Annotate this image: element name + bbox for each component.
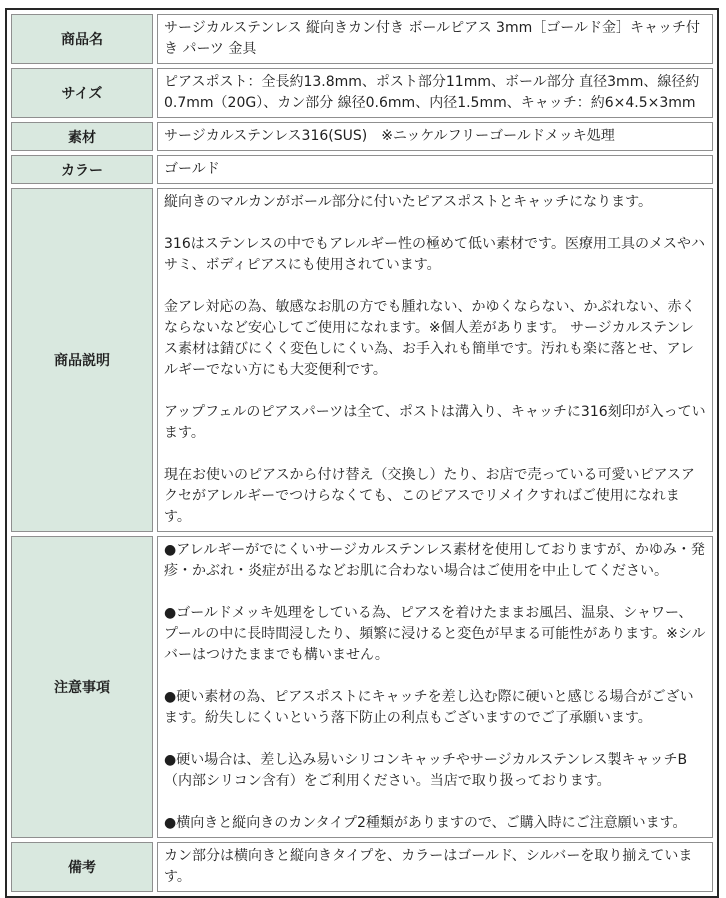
row-paragraph: ●硬い場合は、差し込み易いシリコンキャッチやサージカルステンレス製キャッチB（内部シリコン含有）をご利用ください。当店で取り扱っております。 (164, 752, 688, 789)
row-paragraph: ●横向きと縦向きのカンタイプ2種類がありますので、ご購入時にご注意願います。 (164, 815, 687, 831)
row-value (157, 842, 713, 892)
table-row (11, 122, 713, 151)
row-label: 素材 (11, 122, 153, 151)
row-label: 備考 (11, 842, 153, 892)
row-label: 注意事項 (11, 536, 153, 838)
table-row (11, 842, 713, 892)
row-paragraph: アップフェルのピアスパーツは全て、ポストは溝入り、キャッチに316刻印が入っています。 (164, 404, 706, 441)
row-value (157, 155, 713, 184)
row-paragraph: サージカルステンレス 縦向きカン付き ボールピアス 3mm［ゴールド金］キャッチ付き パーツ 金具 (164, 20, 700, 57)
row-paragraph: 金アレ対応の為、敏感なお肌の方でも腫れない、かゆくならない、かぶれない、赤くならないなど安心してご使用になれます。※個人差があります。 サージカルステンレス素材は錆びにくく変色しにくい為、お手入れも簡単です。汚れも楽に落とせ、アレルギーでない方にも大変便利です。 (164, 299, 696, 378)
row-paragraph: サージカルステンレス316(SUS) ※ニッケルフリーゴールドメッキ処理 (164, 128, 615, 144)
row-paragraph: ピアスポスト：全長約13.8mm、ポスト部分11mm、ボール部分 直径3mm、線径約0.7mm（20G）、カン部分 線径0.6mm、内径1.5mm、キャッチ：約6×4.5×3mm (164, 74, 700, 111)
row-label: 商品名 (11, 14, 153, 64)
row-value (157, 68, 713, 118)
product-spec-table (5, 8, 719, 898)
row-value (157, 188, 713, 532)
table-row (11, 14, 713, 64)
table-row (11, 536, 713, 838)
page (0, 8, 726, 885)
row-label: 商品説明 (11, 188, 153, 532)
row-paragraph: ●アレルギーがでにくいサージカルステンレス素材を使用しておりますが、かゆみ・発疹・かぶれ・炎症が出るなどお肌に合わない場合はご使用を中止してください。 (164, 542, 705, 579)
row-value (157, 122, 713, 151)
row-paragraph: ●硬い素材の為、ピアスポストにキャッチを差し込む際に硬いと感じる場合がございます。紛失しにくいという落下防止の利点もございますのでご了承願います。 (164, 689, 694, 726)
row-value (157, 14, 713, 64)
row-value (157, 536, 713, 838)
table-row (11, 188, 713, 532)
table-row (11, 155, 713, 184)
table-row (11, 68, 713, 118)
row-paragraph: ゴールド (164, 161, 220, 177)
row-paragraph: 316はステンレスの中でもアレルギー性の極めて低い素材です。医療用工具のメスやハサミ、ボディピアスにも使用されています。 (164, 236, 705, 273)
row-paragraph: 縦向きのマルカンがボール部分に付いたピアスポストとキャッチになります。 (164, 194, 653, 210)
row-paragraph: ●ゴールドメッキ処理をしている為、ピアスを着けたままお風呂、温泉、シャワー、プールの中に長時間浸したり、頻繁に浸けると変色が早まる可能性があります。※シルバーはつけたままでも構いません。 (164, 605, 706, 663)
spec-rows (11, 14, 713, 892)
row-paragraph: 現在お使いのピアスから付け替え（交換し）たり、お店で売っている可愛いピアスアクセがアレルギーでつけらなくても、このピアスでリメイクすればご使用になれます。 (164, 467, 695, 525)
row-label: カラー (11, 155, 153, 184)
row-label: サイズ (11, 68, 153, 118)
row-paragraph: カン部分は横向きと縦向きタイプを、カラーはゴールド、シルバーを取り揃えています。 (164, 848, 693, 885)
